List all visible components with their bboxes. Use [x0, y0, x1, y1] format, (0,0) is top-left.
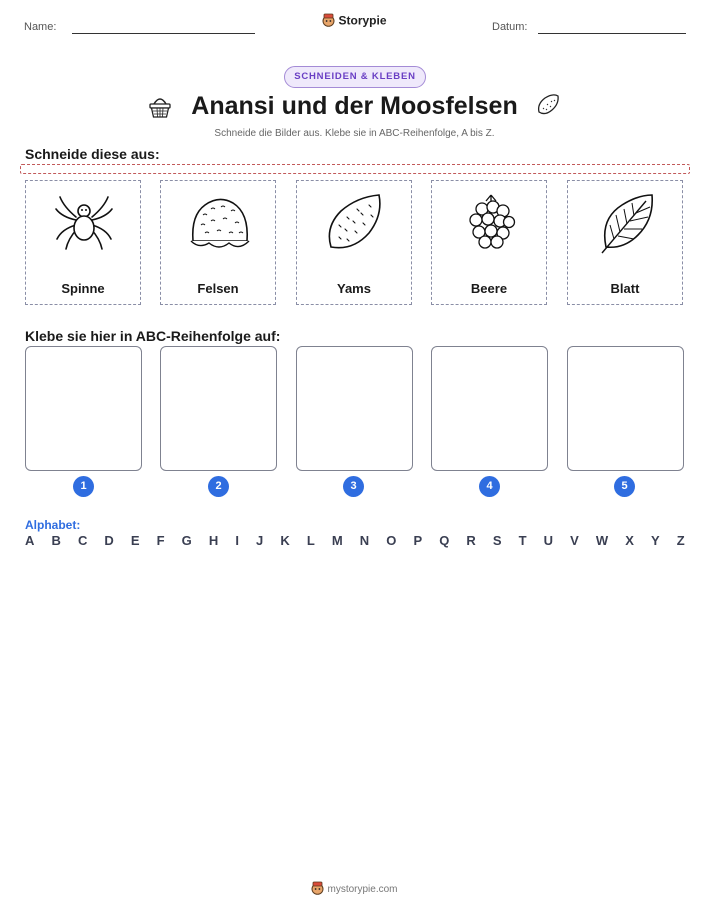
alphabet-letter: V	[570, 533, 579, 548]
order-number-badge: 3	[343, 476, 364, 497]
alphabet-letter: Q	[439, 533, 450, 548]
footer	[0, 881, 709, 898]
alphabet-heading: Alphabet:	[25, 518, 81, 532]
name-line[interactable]	[72, 33, 255, 34]
alphabet-letter: E	[130, 533, 140, 548]
order-number-badge: 4	[479, 476, 500, 497]
order-number-badge: 2	[208, 476, 229, 497]
cut-card-label: Felsen	[197, 281, 239, 296]
date-label: Datum:	[492, 21, 528, 33]
activity-tag: SCHNEIDEN & KLEBEN	[284, 66, 426, 88]
yam-icon	[325, 189, 387, 255]
date-line[interactable]	[538, 33, 686, 34]
alphabet-letter: H	[208, 533, 219, 548]
footer-url[interactable]: mystorypie.com	[327, 884, 398, 896]
cut-card-yams[interactable]	[296, 180, 412, 305]
alphabet-letter: L	[306, 533, 315, 548]
alphabet-letter: A	[25, 533, 35, 548]
order-number-badge: 1	[73, 476, 94, 497]
cut-card-label: Spinne	[61, 281, 105, 296]
cut-card-blatt[interactable]	[567, 180, 683, 305]
alphabet-row	[25, 533, 685, 548]
alphabet-letter: U	[543, 533, 554, 548]
cut-card-felsen[interactable]	[160, 180, 276, 305]
alphabet-letter: W	[595, 533, 609, 548]
order-number-badge: 5	[614, 476, 635, 497]
cut-guide-line	[20, 164, 690, 174]
alphabet-letter: R	[466, 533, 476, 548]
spider-icon	[54, 189, 114, 255]
alphabet-letter: Y	[650, 533, 660, 548]
cut-card-label: Yams	[337, 281, 371, 296]
cut-card-spinne[interactable]	[25, 180, 141, 305]
paste-box-4[interactable]	[431, 346, 548, 471]
berry-icon	[460, 189, 522, 255]
alphabet-letter: F	[156, 533, 165, 548]
cut-card-beere[interactable]	[431, 180, 547, 305]
paste-box-2[interactable]	[160, 346, 277, 471]
alphabet-letter: I	[235, 533, 239, 548]
paste-heading: Klebe sie hier in ABC-Reihenfolge auf:	[25, 328, 281, 344]
brand-name: Storypie	[338, 13, 387, 28]
alphabet-letter: J	[256, 533, 264, 548]
brand-logo	[0, 13, 709, 30]
paste-box-1[interactable]	[25, 346, 142, 471]
storypie-mascot-icon	[311, 881, 324, 898]
yam-small-icon	[535, 92, 561, 123]
alphabet-letter: B	[51, 533, 61, 548]
cut-card-label: Blatt	[610, 281, 640, 296]
alphabet-letter: T	[518, 533, 527, 548]
rock-icon	[189, 189, 251, 255]
alphabet-letter: D	[104, 533, 114, 548]
alphabet-letter: C	[77, 533, 88, 548]
alphabet-letter: Z	[676, 533, 685, 548]
alphabet-letter: K	[280, 533, 290, 548]
cut-card-label: Beere	[470, 281, 508, 296]
alphabet-letter: S	[492, 533, 502, 548]
name-label: Name:	[24, 21, 57, 33]
alphabet-letter: M	[331, 533, 343, 548]
alphabet-letter: N	[359, 533, 370, 548]
paste-box-5[interactable]	[567, 346, 684, 471]
storypie-mascot-icon	[322, 13, 335, 30]
alphabet-letter: O	[386, 533, 397, 548]
alphabet-letter: P	[413, 533, 423, 548]
alphabet-letter: X	[625, 533, 634, 548]
page-title: Anansi und der Moosfelsen	[191, 92, 518, 120]
instructions: Schneide die Bilder aus. Klebe sie in ABC-Reihenfolge, A bis Z.	[214, 128, 495, 139]
leaf-icon	[596, 189, 658, 255]
paste-box-3[interactable]	[296, 346, 413, 471]
alphabet-letter: G	[181, 533, 192, 548]
cut-heading: Schneide diese aus:	[25, 146, 160, 162]
